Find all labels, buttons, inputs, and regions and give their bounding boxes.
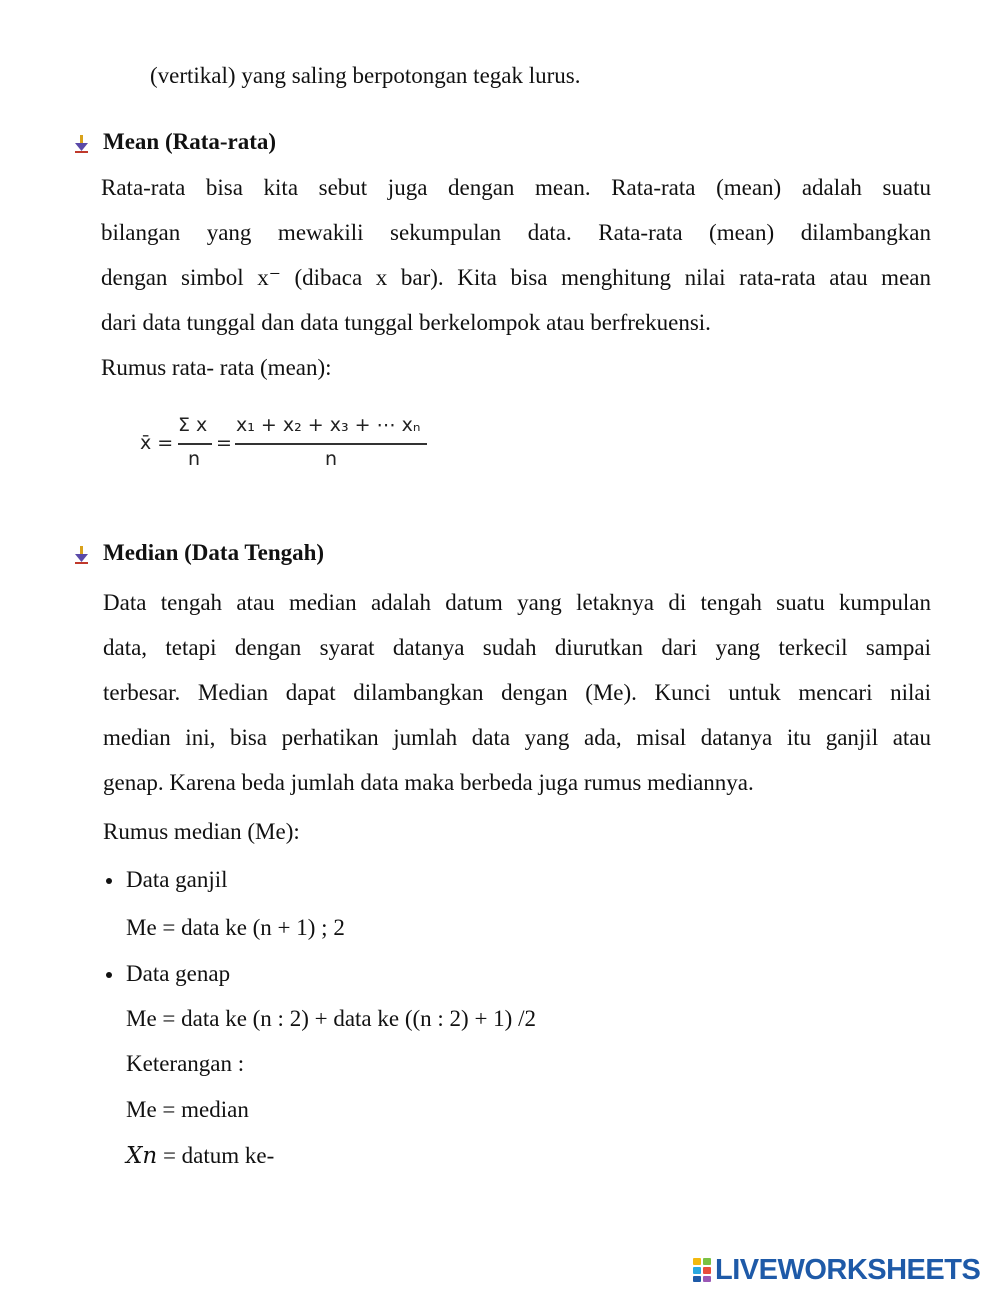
- median-paragraph-line: genap. Karena beda jumlah data maka berbeda juga rumus mediannya.: [103, 770, 754, 795]
- xn-symbol: Xn: [126, 1143, 158, 1169]
- notes-label: Keterangan :: [126, 1051, 245, 1076]
- mean-formula-label: Rumus rata- rata (mean):: [101, 355, 332, 380]
- mean-paragraph-line: dari data tunggal dan data tunggal berkelompok atau berfrekuensi.: [101, 310, 711, 335]
- formula-numerator-terms: x₁ + x₂ + x₃ + ⋯ xₙ: [236, 414, 421, 436]
- liveworksheets-logo-icon: [693, 1258, 711, 1282]
- formula-denominator: n: [325, 448, 338, 470]
- mean-heading: Mean (Rata-rata): [103, 129, 277, 154]
- intro-line: (vertikal) yang saling berpotongan tegak lurus.: [150, 63, 581, 88]
- bullet-arrow-icon: [72, 134, 92, 154]
- median-paragraph-line: data, tetapi dengan syarat datanya sudah diurutkan dari yang terkecil sampai: [103, 635, 931, 660]
- formula-fraction-bar: [178, 443, 212, 445]
- even-formula: Me = data ke (n : 2) + data ke ((n : 2) + 1) /2: [126, 1006, 536, 1031]
- odd-formula: Me = data ke (n + 1) ; 2: [126, 915, 345, 940]
- mean-paragraph-line: dengan simbol x⁻ (dibaca x bar). Kita bisa menghitung nilai rata-rata atau mean: [101, 265, 931, 290]
- bullet-arrow-icon: [72, 545, 92, 565]
- note-me: Me = median: [126, 1097, 249, 1122]
- liveworksheets-logo-text: LIVEWORKSHEETS: [715, 1254, 981, 1286]
- formula-equals: =: [216, 432, 232, 454]
- formula-lhs: x̄ =: [140, 432, 174, 454]
- median-formula-label: Rumus median (Me):: [103, 819, 300, 844]
- xn-description: = datum ke-: [157, 1143, 275, 1168]
- odd-data-label: Data ganjil: [126, 867, 228, 892]
- formula-numerator-sum: Σ x: [178, 414, 208, 436]
- list-bullet: [106, 972, 112, 978]
- median-paragraph-line: median ini, bisa perhatikan jumlah data yang ada, misal datanya itu ganjil atau: [103, 725, 931, 750]
- mean-paragraph-line: bilangan yang mewakili sekumpulan data. Rata-rata (mean) dilambangkan: [101, 220, 931, 245]
- list-bullet: [106, 878, 112, 884]
- median-paragraph-line: Data tengah atau median adalah datum yang letaknya di tengah suatu kumpulan: [103, 590, 931, 615]
- formula-denominator: n: [188, 448, 201, 470]
- note-xn: [126, 1142, 274, 1170]
- even-data-label: Data genap: [126, 961, 231, 986]
- liveworksheets-logo: [693, 1253, 993, 1287]
- mean-paragraph-line: Rata-rata bisa kita sebut juga dengan mean. Rata-rata (mean) adalah suatu: [101, 175, 931, 200]
- formula-fraction-bar: [235, 443, 427, 445]
- median-paragraph-line: terbesar. Median dapat dilambangkan dengan (Me). Kunci untuk mencari nilai: [103, 680, 931, 705]
- mean-formula: [138, 410, 438, 476]
- median-heading: Median (Data Tengah): [103, 540, 325, 565]
